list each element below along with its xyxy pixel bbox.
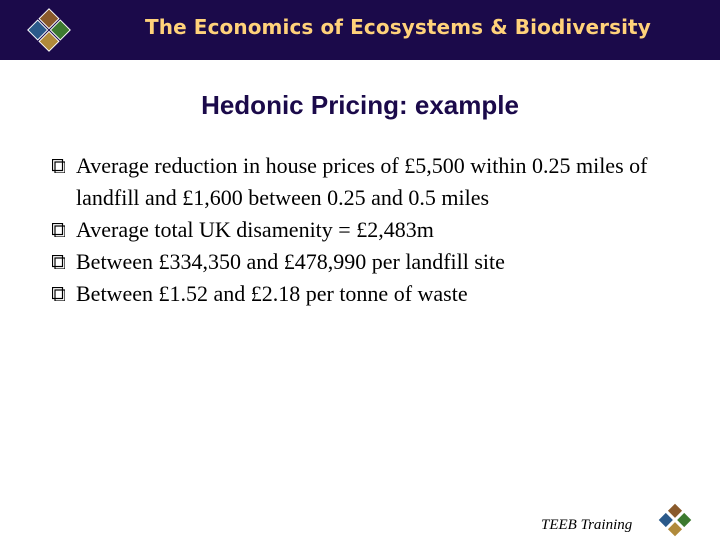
slide-title: Hedonic Pricing: example [201, 90, 519, 120]
list-item [52, 214, 692, 246]
bullet-list [52, 150, 692, 310]
list-item [52, 150, 692, 214]
checkbox-bullet-icon [52, 287, 65, 301]
checkbox-bullet-icon [52, 223, 65, 237]
teeb-logo-icon [25, 6, 73, 54]
teeb-logo-small-icon [655, 502, 695, 538]
bullet-text: Average reduction in house prices of £5,500 within 0.25 miles of landfill and £1,600 between 0.25 and 0.5 miles [76, 153, 648, 210]
header-bar [0, 0, 720, 60]
bullet-text: Between £334,350 and £478,990 per landfill site [76, 249, 505, 274]
bullet-text: Average total UK disamenity = £2,483m [76, 217, 434, 242]
bullet-text: Between £1.52 and £2.18 per tonne of waste [76, 281, 468, 306]
checkbox-bullet-icon [52, 255, 65, 269]
footer-label: TEEB Training [541, 517, 633, 533]
list-item [52, 278, 692, 310]
header-title: The Economics of Ecosystems & Biodiversity [145, 15, 651, 39]
checkbox-bullet-icon [52, 159, 65, 173]
list-item [52, 246, 692, 278]
